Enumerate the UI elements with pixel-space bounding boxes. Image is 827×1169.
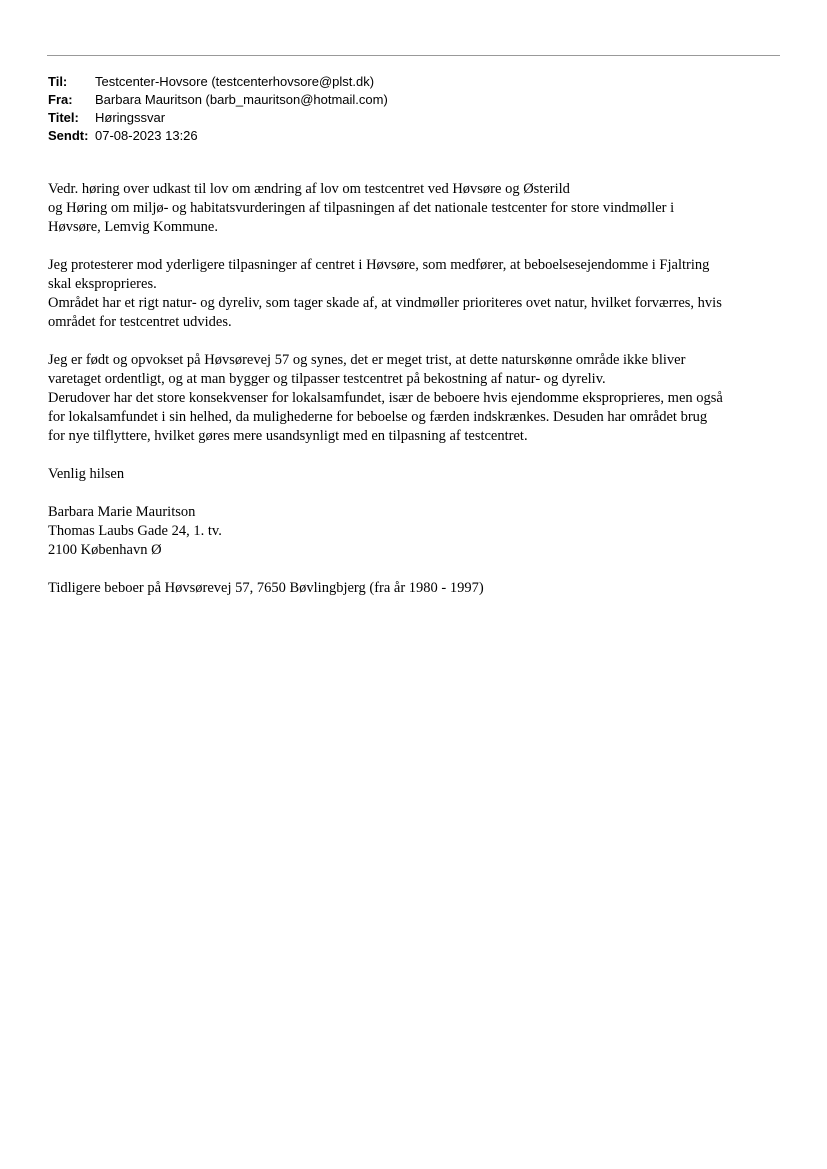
from-label: Fra: [48,92,73,107]
body-line: for lokalsamfundet i sin helhed, da mulighederne for beboelse og færden indskrænkes. Desuden har området brug [48,409,708,425]
body-line: området for testcentret udvides. [48,314,232,330]
body-line: Høvsøre, Lemvig Kommune. [48,219,218,235]
from-row [48,91,388,109]
sent-row [48,127,388,145]
email-header [48,73,388,145]
to-label: Til: [48,74,68,89]
sent-value: 07-08-2023 13:26 [95,128,198,143]
body-line: Jeg protesterer mod yderligere tilpasninger af centret i Høvsøre, som medfører, at beboelsesejendomme i Fjaltring [48,257,710,273]
paragraph-closing [48,465,783,484]
body-line: skal eksproprieres. [48,276,157,292]
signature-address: Thomas Laubs Gade 24, 1. tv. [48,523,222,539]
body-line: Vedr. høring over udkast til lov om ændring af lov om testcentret ved Høvsøre og Østerild [48,181,570,197]
body-line: og Høring om miljø- og habitatsvurderingen af tilpasningen af det nationale testcenter for store vindmøller i [48,200,675,216]
body-line: Derudover har det store konsekvenser for lokalsamfundet, især de beboere hvis ejendomme eksproprieres, men også [48,390,723,406]
closing-line: Venlig hilsen [48,466,125,482]
body-line: Området har et rigt natur- og dyreliv, som tager skade af, at vindmøller prioriteres ovet natur, hvilket forværres, hvis [48,295,722,311]
body-line: Tidligere beboer på Høvsørevej 57, 7650 Bøvlingbjerg (fra år 1980 - 1997) [48,580,484,596]
sent-label: Sendt: [48,128,89,143]
body-line: varetaget ordentligt, og at man bygger og tilpasser testcentret på bekostning af natur- og dyreliv. [48,371,606,387]
to-row [48,73,388,91]
email-body [48,180,783,617]
paragraph-protest [48,256,783,332]
subject-row [48,109,388,127]
header-divider [47,55,780,56]
paragraph-background [48,351,783,446]
signature-city: 2100 København Ø [48,542,162,558]
signature-name: Barbara Marie Mauritson [48,504,196,520]
paragraph-hearing-reference [48,180,783,237]
signature-block [48,503,783,560]
paragraph-former-resident [48,579,783,598]
body-line: for nye tilflyttere, hvilket gøres mere usandsynligt med en tilpasning af testcentret. [48,428,528,444]
subject-label: Titel: [48,110,79,125]
subject-value: Høringssvar [95,110,166,125]
to-value: Testcenter-Hovsore (testcenterhovsore@plst.dk) [95,74,375,89]
from-value: Barbara Mauritson (barb_mauritson@hotmail.com) [95,92,388,107]
body-line: Jeg er født og opvokset på Høvsørevej 57 og synes, det er meget trist, at dette naturskønne område ikke bliver [48,352,686,368]
